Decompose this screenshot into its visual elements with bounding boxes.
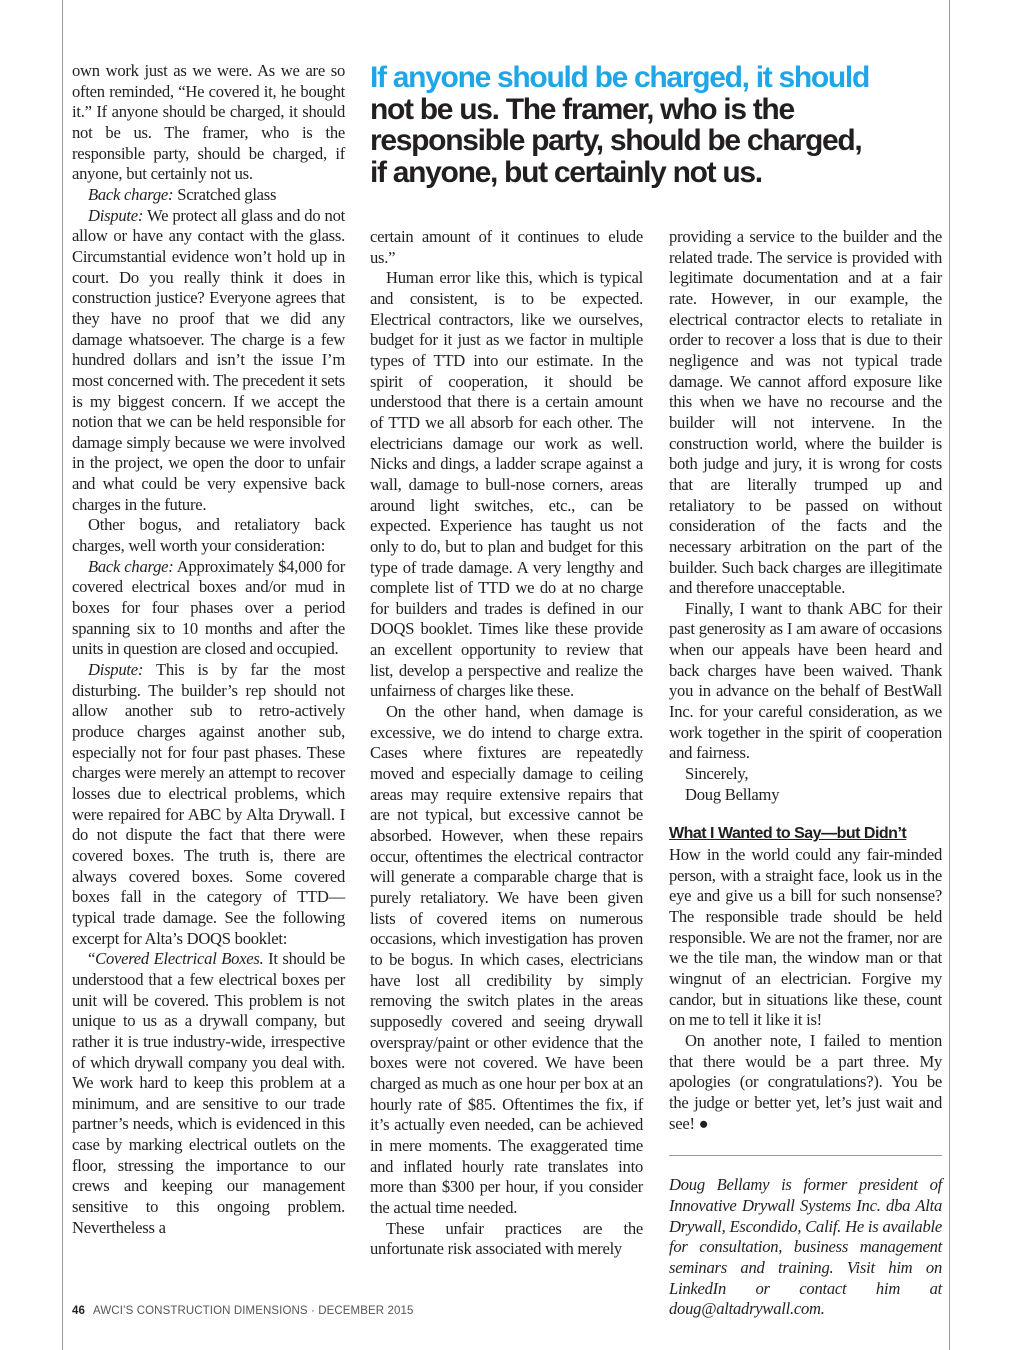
paragraph: On another note, I failed to mention that there would be a part three. My apologies (or congratulations?). You be the judge or better yet, let’s just wait and see! ●: [669, 1030, 942, 1133]
paragraph: Human error like this, which is typical and consistent, is to be expected. Electrical contractors, like we ourselves, budget for it just as we factor in multiple types of TTD into our estimate. In the spirit of cooperation, it should be understood that there is a certain amount of TTD we all absorb for each other. The electricians damage our work as well. Nicks and dings, a ladder scrape against a wall, damage to bull-nose corners, areas around light switches, etc., can be expected. Experience has taught us not only to do, but to plan and budget for this type of trade damage. A very lengthy and complete list of TTD we do at no charge for builders and trades is defined in our DOQS booklet. Times like these provide an excellent opportunity to review that list, develop a perspective and realize the unfairness of charges like these.: [370, 268, 643, 701]
paragraph: On the other hand, when damage is excessive, we do intend to charge extra. Cases where fixtures are repeatedly moved and especially damage to ceiling areas may require extensive repairs that are not typical, but excessive cannot be absorbed. However, when these repairs occur, oftentimes the electrical contractor will generate a comparable charge that is purely retaliatory. We have been given lists of covered items on numerous occasions, which investigation has proven to be bogus. In which cases, electricians have lost all credibility by simply removing the switch plates in the areas supposedly covered and seeing drywall overspray/paint or other evidence that the boxes were not covered. We have been charged as much as one hour per box at an hourly rate of $85. Oftentimes the fix, if it’s actually even needed, can be achieved in mere moments. The exaggerated time and inflated hourly rate translates into more than $300 per hour, if you consider the actual time needed.: [370, 702, 643, 1217]
paragraph: These unfair practices are the unfortunate risk associated with merely: [370, 1218, 643, 1259]
paragraph-text: Approximately $4,000 for covered electrical boxes and/or mud in boxes for four phases over a period spanning six to 10 months and after the units in question are closed and occupied.: [72, 556, 345, 659]
paragraph: Finally, I want to thank ABC for their past generosity as I am aware of occasions when our appeals have been heard and back charges have been waived. Thank you in advance on the behalf of BestWall Inc. for your careful consideration, as we work together in the spirit of cooperation and fairness.: [669, 598, 942, 763]
publication-line: AWCI’S CONSTRUCTION DIMENSIONS · DECEMBER 2015: [93, 1305, 414, 1317]
pull-quote-line: responsible party, should be charged,: [370, 124, 862, 157]
paragraph: own work just as we were. As we are so often reminded, “He covered it, he bought it.” If anyone should be charged, it should not be us. The framer, who is the responsible party, should be charged, if anyone, but certainly not us.: [72, 61, 345, 184]
paragraph: [72, 206, 345, 516]
paragraph: [72, 949, 345, 1238]
pull-quote: [370, 62, 900, 188]
lead-in: Dispute:: [88, 205, 144, 225]
pull-quote-line: if anyone, but certainly not us.: [370, 155, 762, 189]
paragraph-text: We protect all glass and do not allow or have any contact with the glass. Circumstantial evidence won’t hold up in court. Do you really think it does in construction justice? Everyone agrees that they have no proof that we did any damage whatsoever. The charge is a few hundred dollars and isn’t the issue I’m most concerned with. The precedent it sets is my biggest concern. If we accept the notion that we can be held responsible for damage simply because we were involved in the project, we open the door to unfair and what could be very expensive back charges in the future.: [72, 205, 345, 514]
paragraph-text: It should be understood that a few electrical boxes per unit will be covered. This problem is not unique to us as a drywall company, but rather it is true industry-wide, irrespective of which drywall company you deal with. We work hard to keep this problem at a minimum, and are sensitive to our trade partner’s needs, which is evidenced in this case by marking electrical outlets on the floor, stressing the importance to our crews and keeping our management sensitive to this ongoing problem. Nevertheless a: [72, 949, 346, 1237]
paragraph: [72, 185, 345, 206]
column-2: [370, 227, 643, 1260]
page-border-right: [949, 0, 950, 1350]
lead-in: Dispute:: [88, 660, 144, 680]
open-quote: “: [88, 949, 96, 969]
lead-in: Covered Electrical Boxes.: [95, 949, 264, 969]
page-number: 46: [72, 1305, 85, 1317]
pull-quote-line: not be us. The framer, who is the: [370, 92, 794, 126]
page-footer: [72, 1305, 413, 1317]
lead-in: Back charge:: [88, 184, 174, 204]
paragraph-text: This is by far the most disturbing. The builder’s rep should not allow another sub to retro-actively produce charges against another sub, especially not for four past phases. These charges were merely an attempt to recover losses due to electrical problems, which were repaired for ABC by Alta Drywall. I do not dispute the fact that there were covered boxes. The truth is, there are always covered boxes. Some covered boxes fall in the category of TTD—typical trade damage. See the following excerpt for Alta’s DOQS booklet:: [72, 660, 345, 948]
section-subhead: What I Wanted to Say—but Didn’t: [669, 825, 907, 843]
column-3: [669, 227, 942, 1320]
lead-in: Back charge:: [88, 556, 174, 576]
divider: [669, 1155, 942, 1156]
column-1: [72, 61, 345, 1238]
paragraph: [72, 660, 345, 949]
signature: Doug Bellamy: [685, 784, 780, 804]
pull-quote-line: If anyone should be charged, it should: [370, 61, 869, 94]
paragraph-text: Scratched glass: [173, 184, 277, 204]
paragraph: Other bogus, and retaliatory back charges, well worth your consideration:: [72, 515, 345, 556]
paragraph: providing a service to the builder and the related trade. The service is provided with legitimate documentation and at a fair rate. However, in our example, the electrical contractor elects to retaliate in order to recover a loss that is due to their negligence and was not typical trade damage. We cannot afford exposure like this when we have no recourse and the builder will not intervene. In the construction world, where the builder is both judge and jury, it is wrong for costs that are literally trumped up and retaliatory to be passed on without consideration of the facts and the necessary arbitration on the part of the builder. Such back charges are illegitimate and therefore unacceptable.: [669, 227, 942, 598]
page-border-left: [62, 0, 63, 1350]
author-bio: Doug Bellamy is former president of Innovative Drywall Systems Inc. dba Alta Drywall, Escondido, Calif. He is available for consultation, business management seminars and training. Visit him on LinkedIn or contact him at doug@altadrywall.com.: [669, 1175, 942, 1319]
paragraph: certain amount of it continues to elude us.”: [370, 227, 643, 267]
closing: Sincerely,: [685, 764, 749, 784]
paragraph: [72, 557, 345, 660]
paragraph: How in the world could any fair-minded person, with a straight face, look us in the eye and give us a bill for such nonsense? The responsible trade should be held responsible. We are not the framer, nor are we the tile man, the window man or that wingnut of an electrician. Forgive my candor, but in situations like these, count on me to tell it like it is!: [669, 845, 942, 1030]
